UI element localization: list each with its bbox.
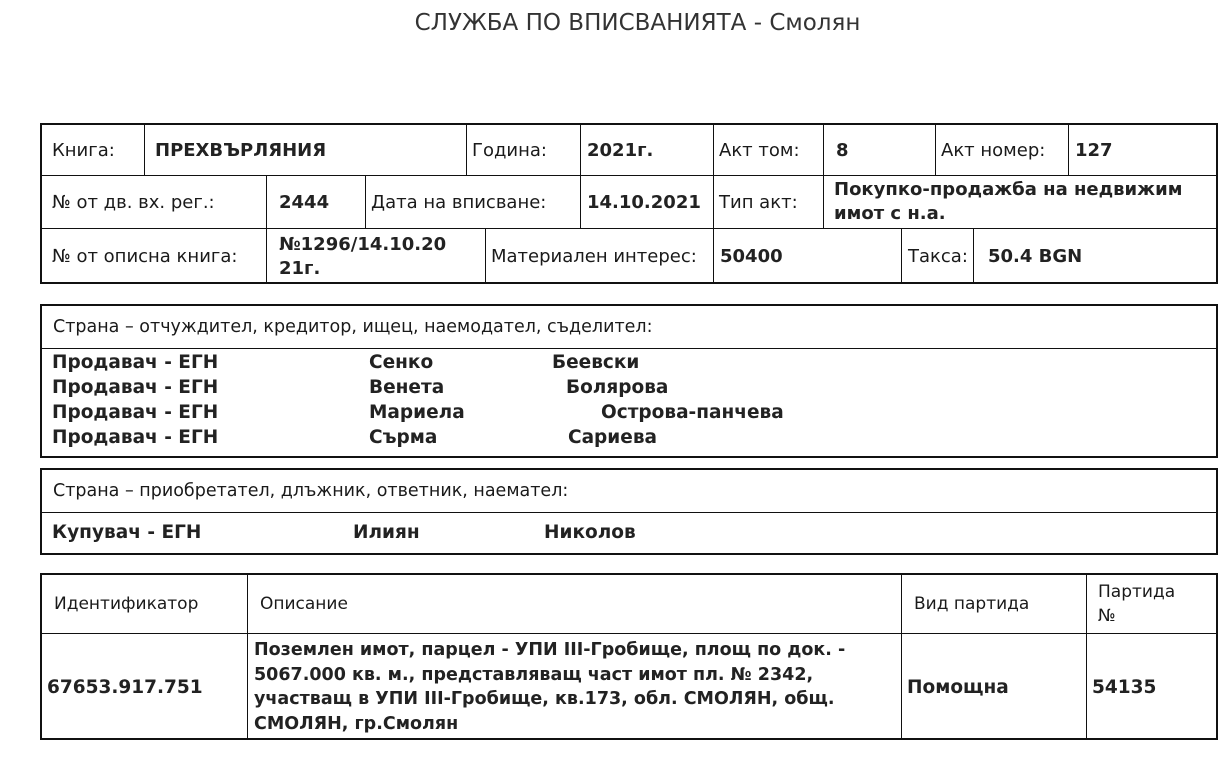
- redaction-line: [564, 457, 1218, 458]
- book-value: ПРЕХВЪРЛЯНИЯ: [145, 125, 467, 175]
- entry-date-label: Дата на вписване:: [366, 176, 581, 228]
- inventory-value: [267, 229, 486, 284]
- inventory-value-line1: №1296/14.10.20: [279, 233, 447, 255]
- party-to-last: Николов: [544, 522, 636, 543]
- inventory-label: № от описна книга:: [42, 229, 267, 284]
- act-row-1: [42, 125, 1216, 175]
- party-to-heading: [42, 470, 1216, 512]
- property-description: Поземлен имот, парцел - УПИ III-Гробище, площ по док. - 5067.000 кв. м., представляващ част имот пл. № 2342, участващ в УПИ III-Гробище, кв.173, обл. СМОЛЯН, общ. СМОЛЯН, гр.Смолян: [248, 634, 902, 740]
- year-label: Година:: [467, 125, 581, 175]
- volume-value: 8: [824, 125, 936, 175]
- party-from-last: Болярова: [566, 377, 669, 398]
- fee-label: Такса:: [902, 229, 974, 284]
- party-to-heading-text: Страна – приобретател, длъжник, ответник, наемател:: [53, 481, 569, 501]
- party-from-first: Венета: [369, 377, 445, 398]
- volume-label: Акт том:: [714, 125, 824, 175]
- reg-label: № от дв. вх. рег.:: [42, 176, 267, 228]
- party-from-heading: [42, 306, 1216, 348]
- entry-date-value: 14.10.2021: [581, 176, 714, 228]
- act-number-value: 127: [1075, 139, 1113, 161]
- col-lot-header-line1: Партида: [1098, 582, 1176, 602]
- property-header-row: [42, 575, 1216, 633]
- party-from-first: Мариела: [369, 402, 465, 423]
- party-from-list: [42, 348, 1216, 458]
- party-from-heading-text: Страна – отчуждител, кредитор, ищец, наемодател, съделител:: [53, 317, 653, 337]
- party-from-role: Продавач - ЕГН: [52, 402, 219, 423]
- act-type-value: Покупко-продажба на недвижим имот с н.а.: [834, 179, 1183, 224]
- table-row: [42, 633, 1216, 740]
- party-from-first: Сенко: [369, 352, 434, 373]
- party-to-role: Купувач - ЕГН: [52, 522, 202, 543]
- party-from-role: Продавач - ЕГН: [52, 377, 219, 398]
- inventory-value-line2: 21г.: [279, 257, 321, 279]
- act-row-2: [42, 175, 1216, 228]
- interest-value: 50400: [714, 229, 902, 284]
- property-type: Помощна: [902, 634, 1087, 740]
- act-type-label: Тип акт:: [714, 176, 824, 228]
- book-label: Книга:: [42, 125, 145, 175]
- act-number-label: Акт номер:: [936, 125, 1069, 175]
- party-from-role: Продавач - ЕГН: [52, 427, 219, 448]
- party-from-role: Продавач - ЕГН: [52, 352, 219, 373]
- col-desc-header: Описание: [248, 575, 902, 633]
- col-id-header: Идентификатор: [42, 575, 248, 633]
- reg-value: 2444: [267, 176, 366, 228]
- party-to-box: [40, 468, 1218, 555]
- party-from-last: Беевски: [552, 352, 640, 373]
- party-from-box: [40, 304, 1218, 458]
- property-table: [40, 573, 1218, 740]
- col-lot-header-line2: №: [1098, 606, 1116, 626]
- party-from-last: Острова-панчева: [601, 402, 784, 423]
- act-info-table: [40, 123, 1218, 284]
- act-row-3: [42, 228, 1216, 284]
- party-to-list: [42, 512, 1216, 555]
- party-from-first: Сърма: [369, 427, 438, 448]
- property-id: 67653.917.751: [42, 634, 248, 740]
- interest-label: Материален интерес:: [486, 229, 714, 284]
- page-title: СЛУЖБА ПО ВПИСВАНИЯТА - Смолян: [414, 10, 861, 36]
- col-type-header: Вид партида: [902, 575, 1087, 633]
- fee-value: 50.4 BGN: [988, 246, 1083, 267]
- property-lot: 54135: [1092, 676, 1157, 698]
- redaction-line: [42, 457, 446, 458]
- col-lot-header: [1087, 575, 1218, 633]
- party-from-last: Сариева: [568, 427, 658, 448]
- year-value: 2021г.: [581, 125, 714, 175]
- party-to-first: Илиян: [353, 522, 420, 543]
